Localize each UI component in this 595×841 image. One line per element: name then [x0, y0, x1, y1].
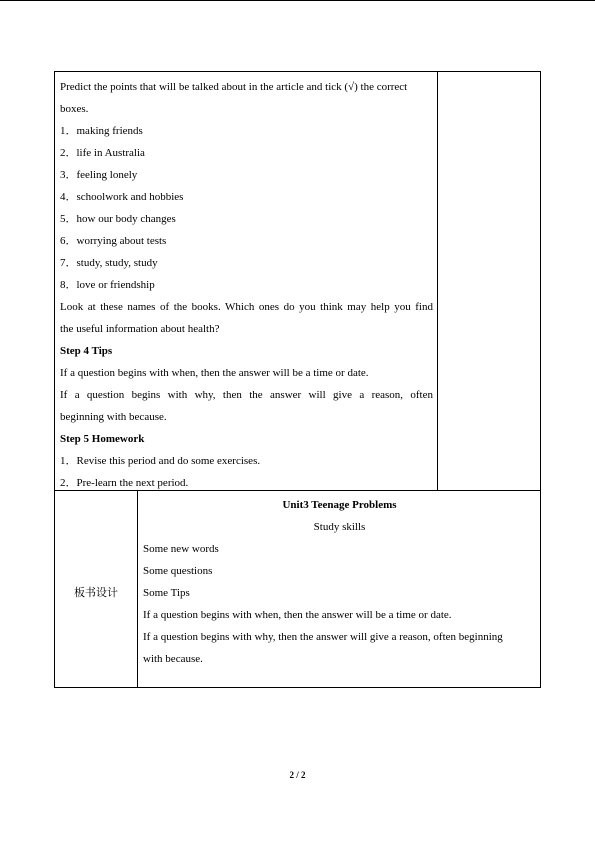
text-line: If a question begins with when, then the answer will be a time or date.	[60, 367, 369, 379]
notes-column-divider	[437, 71, 438, 491]
list-item: 8．love or friendship	[60, 279, 155, 291]
board-design-label: 板书设计	[74, 586, 118, 599]
list-item: 1．Revise this period and do some exercises.	[60, 455, 261, 467]
list-item: 3．feeling lonely	[60, 169, 138, 181]
board-line: Some Tips	[143, 587, 190, 599]
list-item: 2．life in Australia	[60, 147, 145, 159]
list-item: 1．making friends	[60, 125, 143, 137]
page-number: 2 / 2	[289, 770, 306, 780]
list-item: 2．Pre-learn the next period.	[60, 477, 189, 489]
header-rule	[0, 0, 595, 1]
text-line: Look at these names of the books. Which ones do you think may help you find	[60, 301, 433, 313]
list-item: 6．worrying about tests	[60, 235, 167, 247]
board-title: Unit3 Teenage Problems	[282, 499, 397, 511]
list-item: 4．schoolwork and hobbies	[60, 191, 184, 203]
text-line: beginning with because.	[60, 411, 167, 423]
list-item: 7．study, study, study	[60, 257, 158, 269]
board-line: with because.	[143, 653, 203, 665]
row-divider	[54, 490, 541, 491]
board-line: Some questions	[143, 565, 213, 577]
board-line: Some new words	[143, 543, 219, 555]
text-line: Predict the points that will be talked about in the article and tick (√) the correct	[60, 81, 408, 93]
board-line: If a question begins with why, then the answer will give a reason, often beginning	[143, 631, 503, 643]
board-line: If a question begins with when, then the answer will be a time or date.	[143, 609, 452, 621]
list-item: 5．how our body changes	[60, 213, 176, 225]
step-heading: Step 5 Homework	[60, 433, 145, 445]
board-subtitle: Study skills	[313, 521, 366, 533]
text-line: boxes.	[60, 103, 89, 115]
text-line: If a question begins with why, then the answer will give a reason, often	[60, 389, 433, 401]
step-heading: Step 4 Tips	[60, 345, 113, 357]
text-line: the useful information about health?	[60, 323, 220, 335]
